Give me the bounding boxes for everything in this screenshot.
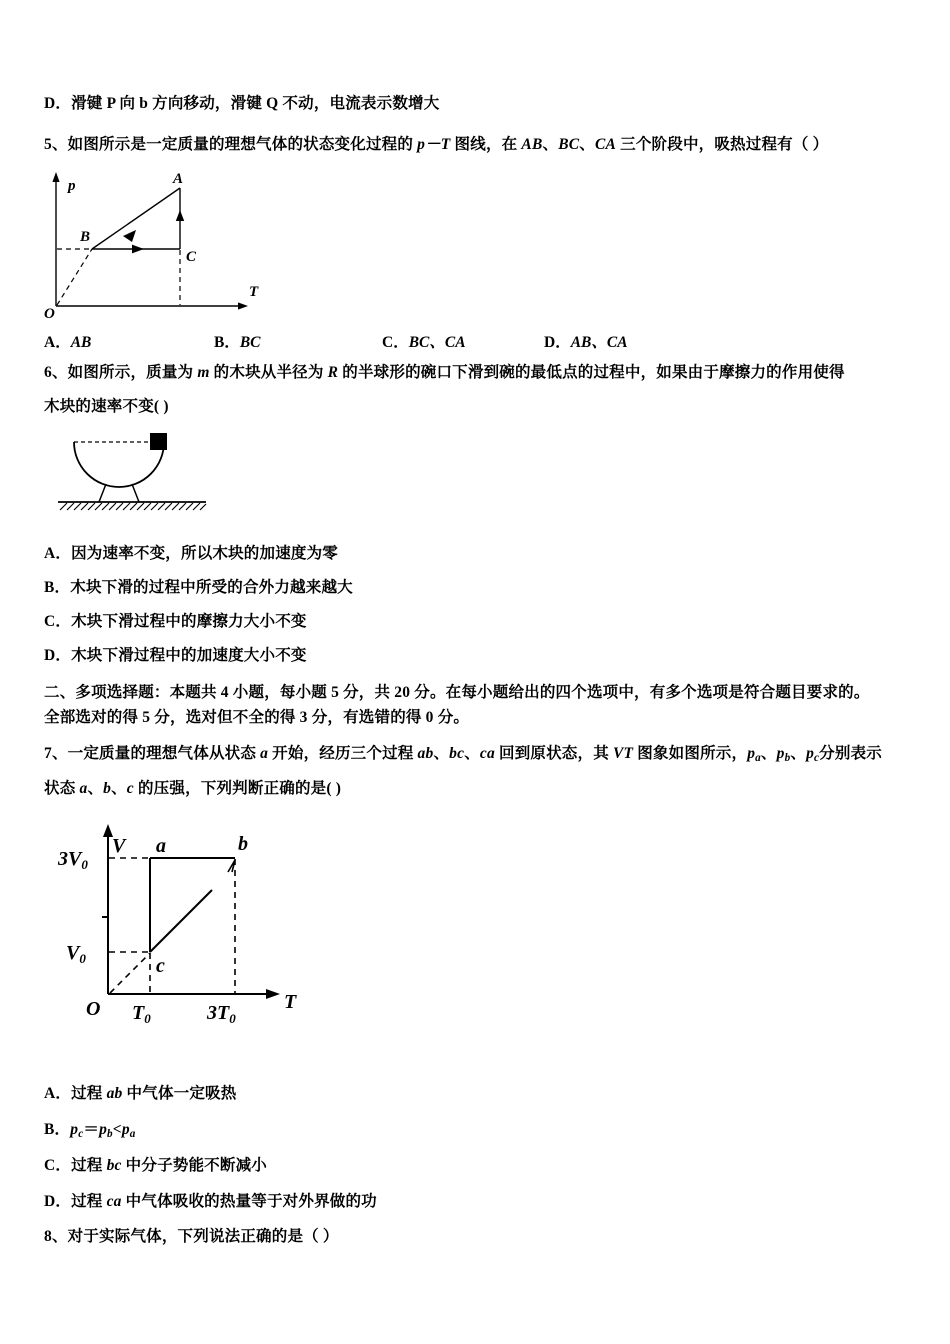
q5-option-b[interactable]: B．BC <box>214 334 261 351</box>
q5-stem-text-1: 5、如图所示是一定质量的理想气体的状态变化过程的 <box>44 136 418 153</box>
q5-stem-text-4: 、 <box>579 136 595 153</box>
q5-option-c[interactable]: C．BC、CA <box>382 334 466 351</box>
q6-stem-line2: 木块的速率不变( ) <box>44 398 169 415</box>
q7-stem-line1: 7、一定质量的理想气体从状态 a 开始，经历三个过程 ab、bc、ca 回到原状态，其 VT 图象如图所示，$p_a$、$p_b$、$p_c$分别表示 <box>44 745 882 765</box>
q5-stem-ca: CA <box>594 136 617 153</box>
q7-figure-V-T-diagram <box>52 812 352 1042</box>
q5-point-b-label: B <box>80 229 91 245</box>
q5-stem <box>44 136 828 155</box>
q8-stem: 8、对于实际气体，下列说法正确的是（ ） <box>44 1228 339 1245</box>
q5-stem-text-2: 图线，在 <box>450 136 522 153</box>
q5-point-a-label: A <box>173 171 184 187</box>
q6-stem-r: R <box>327 364 339 381</box>
q5-stem-text-3: 、 <box>542 136 559 153</box>
q5-point-c-label: C <box>186 249 197 265</box>
q7-ytick-3V0: $3V_0$ <box>58 848 88 872</box>
q7-ytick-V0: $V_0$ <box>66 942 86 966</box>
q5-stem-ab: AB <box>521 136 543 153</box>
q5-option-d[interactable]: D．AB、CA <box>544 334 628 351</box>
q7-option-c[interactable]: C．过程 bc 中分子势能不断减小 <box>44 1157 267 1174</box>
q7-xtick-3T0: $3T_0$ <box>207 1002 236 1026</box>
q7-xtick-T0: $T_0$ <box>132 1002 151 1026</box>
q7-axis-y-label: V <box>112 835 126 857</box>
q5-stem-bc: BC <box>558 136 580 153</box>
q5-option-a[interactable]: A．AB <box>44 334 92 351</box>
q6-option-d[interactable]: D．木块下滑过程中的加速度大小不变 <box>44 647 307 664</box>
q5-stem-text-5: 三个阶段中，吸热过程有（ ） <box>616 136 829 153</box>
q6-stem-m: m <box>197 364 210 381</box>
q6-option-a[interactable]: A．因为速率不变，所以木块的加速度为零 <box>44 545 338 562</box>
q7-point-b-label: b <box>238 833 248 855</box>
q5-figure-p-T-diagram <box>44 166 294 322</box>
q7-origin-label: O <box>86 998 101 1020</box>
q7-option-b[interactable]: B．$p_c=p_b<p_a$ <box>44 1121 136 1141</box>
section2-line1: 二、多项选择题：本题共 4 小题，每小题 5 分，共 20 分。在每小题给出的四个选项中，有多个选项是符合题目要求的。 <box>44 684 870 701</box>
q6-block-icon <box>150 433 167 450</box>
q7-option-a[interactable]: A．过程 ab 中气体一定吸热 <box>44 1085 237 1102</box>
q7-point-c-label: c <box>156 955 165 977</box>
q6-stem-b: 的木块从半径为 <box>209 364 328 381</box>
q6-option-c[interactable]: C．木块下滑过程中的摩擦力大小不变 <box>44 613 307 630</box>
q5-axis-x-label: T <box>249 284 259 300</box>
q7-option-d[interactable]: D．过程 ca 中气体吸收的热量等于对外界做的功 <box>44 1193 377 1210</box>
q6-figure-bowl-diagram <box>44 430 244 512</box>
q5-origin-label: O <box>44 306 55 322</box>
q6-option-b[interactable]: B．木块下滑的过程中所受的合外力越来越大 <box>44 579 353 596</box>
q7-axis-x-label: T <box>284 991 297 1013</box>
section2-line2: 全部选对的得 5 分，选对但不全的得 3 分，有选错的得 0 分。 <box>44 709 470 726</box>
q6-stem-a: 6、如图所示，质量为 <box>44 364 198 381</box>
q5-stem-pt: p－T <box>417 136 451 153</box>
q4-option-d: D．滑键 P 向 b 方向移动，滑键 Q 不动，电流表示数增大 <box>44 95 440 112</box>
q6-stem-line1 <box>44 364 845 383</box>
q5-axis-y-label: p <box>68 178 76 194</box>
q6-stem-c: 的半球形的碗口下滑到碗的最低点的过程中，如果由于摩擦力的作用使得 <box>338 364 845 381</box>
q7-point-a-label: a <box>156 835 166 857</box>
q7-stem-line2: 状态 a、b、c 的压强，下列判断正确的是( ) <box>44 780 342 797</box>
